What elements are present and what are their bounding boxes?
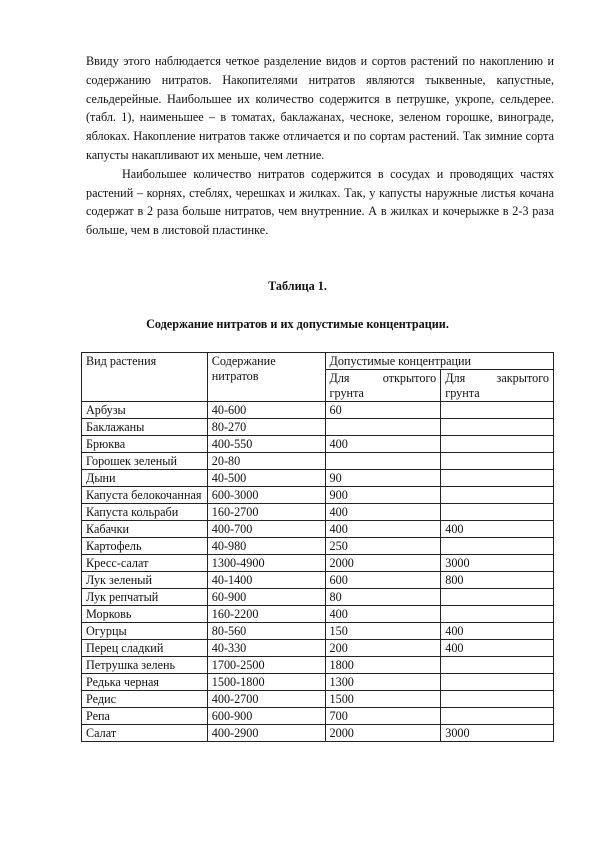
closed-ground-cell: 400 [441,640,554,657]
open-ground-cell: 80 [325,589,441,606]
table-row [82,487,554,504]
header-closed-ground: Для закрытого грунта [441,370,554,402]
nitrate-content-cell: 40-330 [207,640,325,657]
table-row [82,640,554,657]
nitrate-content-cell: 80-560 [207,623,325,640]
open-ground-cell: 1300 [325,674,441,691]
nitrate-content-cell: 160-2200 [207,606,325,623]
open-ground-cell: 600 [325,572,441,589]
closed-ground-cell [441,470,554,487]
table-row [82,470,554,487]
open-ground-cell: 2000 [325,555,441,572]
table-row [82,691,554,708]
nitrate-content-cell: 80-270 [207,419,325,436]
plant-name-cell: Редис [82,691,208,708]
nitrate-content-cell: 400-2900 [207,725,325,742]
closed-ground-cell [441,538,554,555]
nitrate-content-cell: 40-980 [207,538,325,555]
nitrate-content-cell: 40-1400 [207,572,325,589]
table-row [82,606,554,623]
plant-name-cell: Дыни [82,470,208,487]
closed-ground-cell [441,419,554,436]
open-ground-cell: 250 [325,538,441,555]
plant-name-cell: Петрушка зелень [82,657,208,674]
table-row [82,708,554,725]
table-row [82,555,554,572]
open-ground-cell: 90 [325,470,441,487]
open-ground-cell: 400 [325,504,441,521]
closed-ground-cell [441,589,554,606]
closed-ground-cell: 3000 [441,555,554,572]
plant-name-cell: Арбузы [82,402,208,419]
table-caption: Содержание нитратов и их допустимые концентрации. [146,317,449,331]
table-row [82,538,554,555]
table-row [82,674,554,691]
open-ground-cell: 700 [325,708,441,725]
closed-ground-cell [441,453,554,470]
header-allowed: Допустимые концентрации [325,353,553,370]
nitrate-table [81,352,554,742]
nitrate-content-cell: 400-550 [207,436,325,453]
nitrate-content-cell: 600-900 [207,708,325,725]
table-row [82,657,554,674]
open-ground-cell: 150 [325,623,441,640]
nitrate-content-cell: 1700-2500 [207,657,325,674]
closed-ground-cell [441,691,554,708]
plant-name-cell: Капуста кольраби [82,504,208,521]
open-ground-cell: 1800 [325,657,441,674]
paragraph-2: Наибольшее количество нитратов содержится в сосудах и проводящих частях растений – корнях, стеблях, черешках и жилках. Так, у капусты наружные листья кочана содержат в 2 раза больше нитратов, чем внутренние. А в жилках и кочерыжке в 2-3 раза больше, чем в листовой пластинке. [86,166,554,238]
closed-ground-cell: 400 [441,521,554,538]
open-ground-cell: 400 [325,606,441,623]
plant-name-cell: Картофель [82,538,208,555]
open-ground-cell: 2000 [325,725,441,742]
nitrate-content-cell: 1300-4900 [207,555,325,572]
nitrate-content-cell: 40-600 [207,402,325,419]
header-plant: Вид растения [82,353,208,402]
table-title: Таблица 1. [268,279,327,293]
paragraph-1: Ввиду этого наблюдается четкое разделение видов и сортов растений по накоплению и содержанию нитратов. Накопителями нитратов являются тыквенные, капустные, сельдерейные. Наибольшее их количество содержится в петрушке, укропе, сельдерее. (табл. 1), наименьшее – в томатах, баклажанах, чесноке, зеленом горошке, винограде, яблоках. Накопление нитратов также отличается и по сортам растений. Так зимние сорта капусты накапливают их меньше, чем летние. [86,54,554,162]
nitrate-content-cell: 1500-1800 [207,674,325,691]
open-ground-cell: 1500 [325,691,441,708]
table-body [82,402,554,742]
body-text [86,52,554,240]
plant-name-cell: Брюква [82,436,208,453]
plant-name-cell: Баклажаны [82,419,208,436]
table-row [82,436,554,453]
plant-name-cell: Репа [82,708,208,725]
closed-ground-cell [441,487,554,504]
plant-name-cell: Огурцы [82,623,208,640]
table-row [82,589,554,606]
nitrate-content-cell: 40-500 [207,470,325,487]
header-open-ground: Для открытого грунта [325,370,441,402]
open-ground-cell: 900 [325,487,441,504]
table-row [82,453,554,470]
table-row [82,572,554,589]
closed-ground-cell [441,674,554,691]
closed-ground-cell: 800 [441,572,554,589]
plant-name-cell: Кресс-салат [82,555,208,572]
plant-name-cell: Морковь [82,606,208,623]
table-row [82,402,554,419]
open-ground-cell [325,419,441,436]
nitrate-content-cell: 160-2700 [207,504,325,521]
nitrate-content-cell: 60-900 [207,589,325,606]
plant-name-cell: Лук зеленый [82,572,208,589]
open-ground-cell: 400 [325,436,441,453]
open-ground-cell [325,453,441,470]
closed-ground-cell [441,504,554,521]
table-row [82,725,554,742]
table-row [82,419,554,436]
plant-name-cell: Капуста белокочанная [82,487,208,504]
table-row [82,521,554,538]
table-row [82,504,554,521]
nitrate-content-cell: 400-2700 [207,691,325,708]
plant-name-cell: Редька черная [82,674,208,691]
closed-ground-cell [441,402,554,419]
closed-ground-cell: 3000 [441,725,554,742]
plant-name-cell: Салат [82,725,208,742]
open-ground-cell: 60 [325,402,441,419]
plant-name-cell: Горошек зеленый [82,453,208,470]
nitrate-content-cell: 600-3000 [207,487,325,504]
table-row [82,623,554,640]
closed-ground-cell: 400 [441,623,554,640]
plant-name-cell: Лук репчатый [82,589,208,606]
open-ground-cell: 200 [325,640,441,657]
header-content: Содержание нитратов [207,353,325,402]
nitrate-content-cell: 20-80 [207,453,325,470]
closed-ground-cell [441,606,554,623]
plant-name-cell: Перец сладкий [82,640,208,657]
open-ground-cell: 400 [325,521,441,538]
closed-ground-cell [441,708,554,725]
table-header [82,353,554,402]
closed-ground-cell [441,436,554,453]
plant-name-cell: Кабачки [82,521,208,538]
nitrate-content-cell: 400-700 [207,521,325,538]
closed-ground-cell [441,657,554,674]
